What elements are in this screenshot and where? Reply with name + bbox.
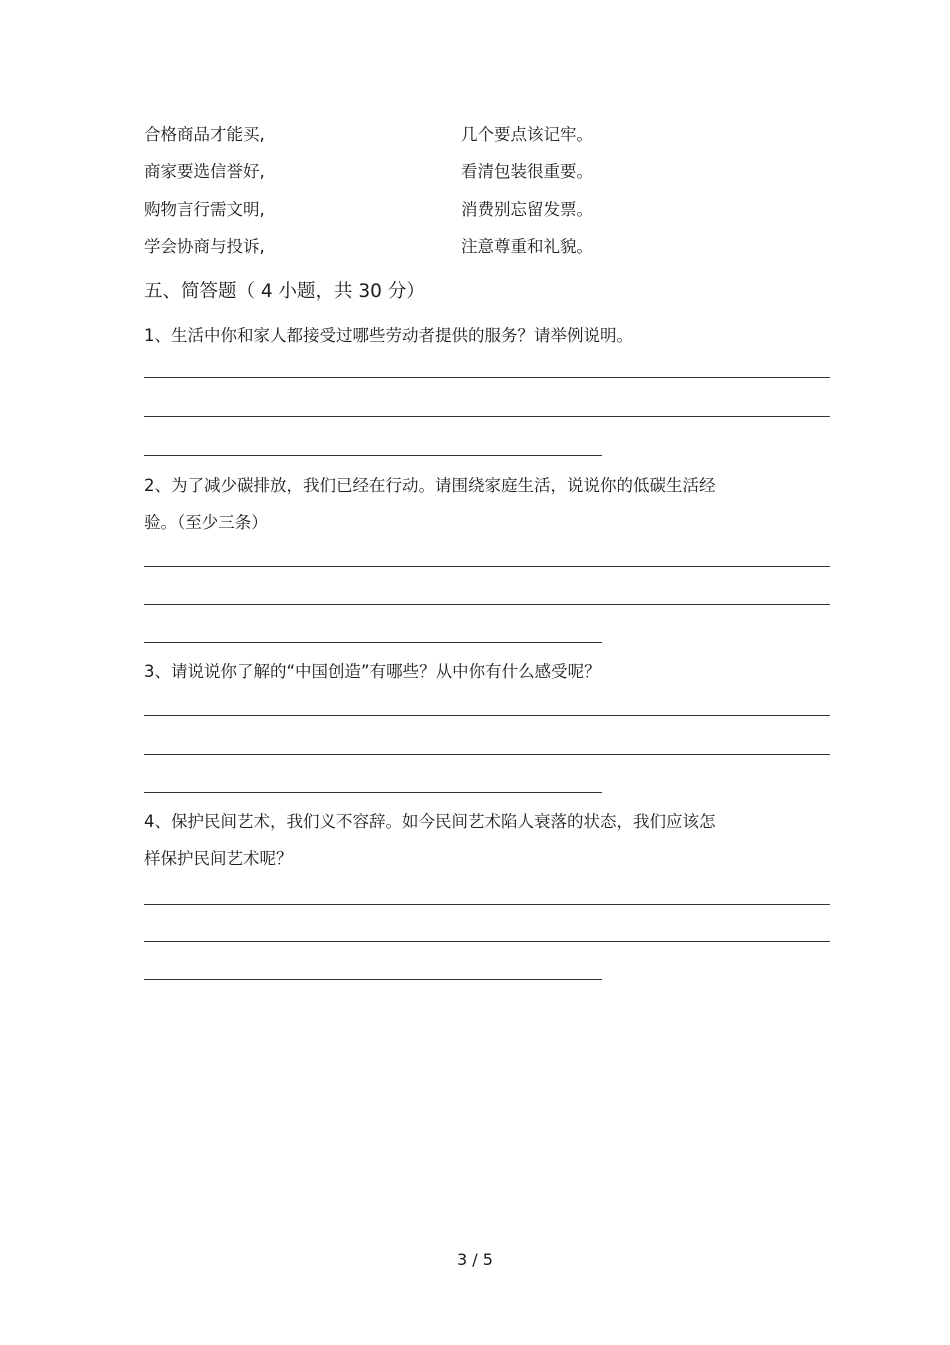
answer-line xyxy=(144,455,602,456)
poem-line-2-right: 看清包装很重要。 xyxy=(461,162,593,181)
answer-line xyxy=(144,604,830,605)
answer-line xyxy=(144,979,602,980)
question-2-text-line-2: 验。（至少三条） xyxy=(144,513,268,532)
poem-line-4-left: 学会协商与投诉, xyxy=(144,237,265,256)
answer-line xyxy=(144,754,830,755)
answer-line xyxy=(144,377,830,378)
poem-line-3-left: 购物言行需文明, xyxy=(144,200,265,219)
poem-line-1-right: 几个要点该记牢。 xyxy=(461,125,593,144)
question-4-text-line-2: 样保护民间艺术呢？ xyxy=(144,849,293,868)
page-number: 3 / 5 xyxy=(457,1250,493,1269)
poem-line-4-right: 注意尊重和礼貌。 xyxy=(461,237,593,256)
poem-line-1-left: 合格商品才能买, xyxy=(144,125,265,144)
section-title: 五、简答题（ 4 小题，共 30 分） xyxy=(144,281,425,302)
question-3-text: 3、请说说你了解的“中国创造”有哪些？从中你有什么感受呢？ xyxy=(144,662,601,681)
answer-line xyxy=(144,416,830,417)
poem-line-3-right: 消费别忘留发票。 xyxy=(461,200,593,219)
answer-line xyxy=(144,566,830,567)
question-2-text-line-1: 2、为了减少碳排放，我们已经在行动。请围绕家庭生活，说说你的低碳生活经 xyxy=(144,476,716,495)
answer-line xyxy=(144,904,830,905)
answer-line xyxy=(144,642,602,643)
answer-line xyxy=(144,941,830,942)
answer-line xyxy=(144,715,830,716)
answer-line xyxy=(144,792,602,793)
poem-line-2-left: 商家要选信誉好, xyxy=(144,162,265,181)
question-4-text-line-1: 4、保护民间艺术，我们义不容辞。如今民间艺术陷人衰落的状态，我们应该怎 xyxy=(144,812,716,831)
question-1-text: 1、生活中你和家人都接受过哪些劳动者提供的服务？请举例说明。 xyxy=(144,326,633,345)
